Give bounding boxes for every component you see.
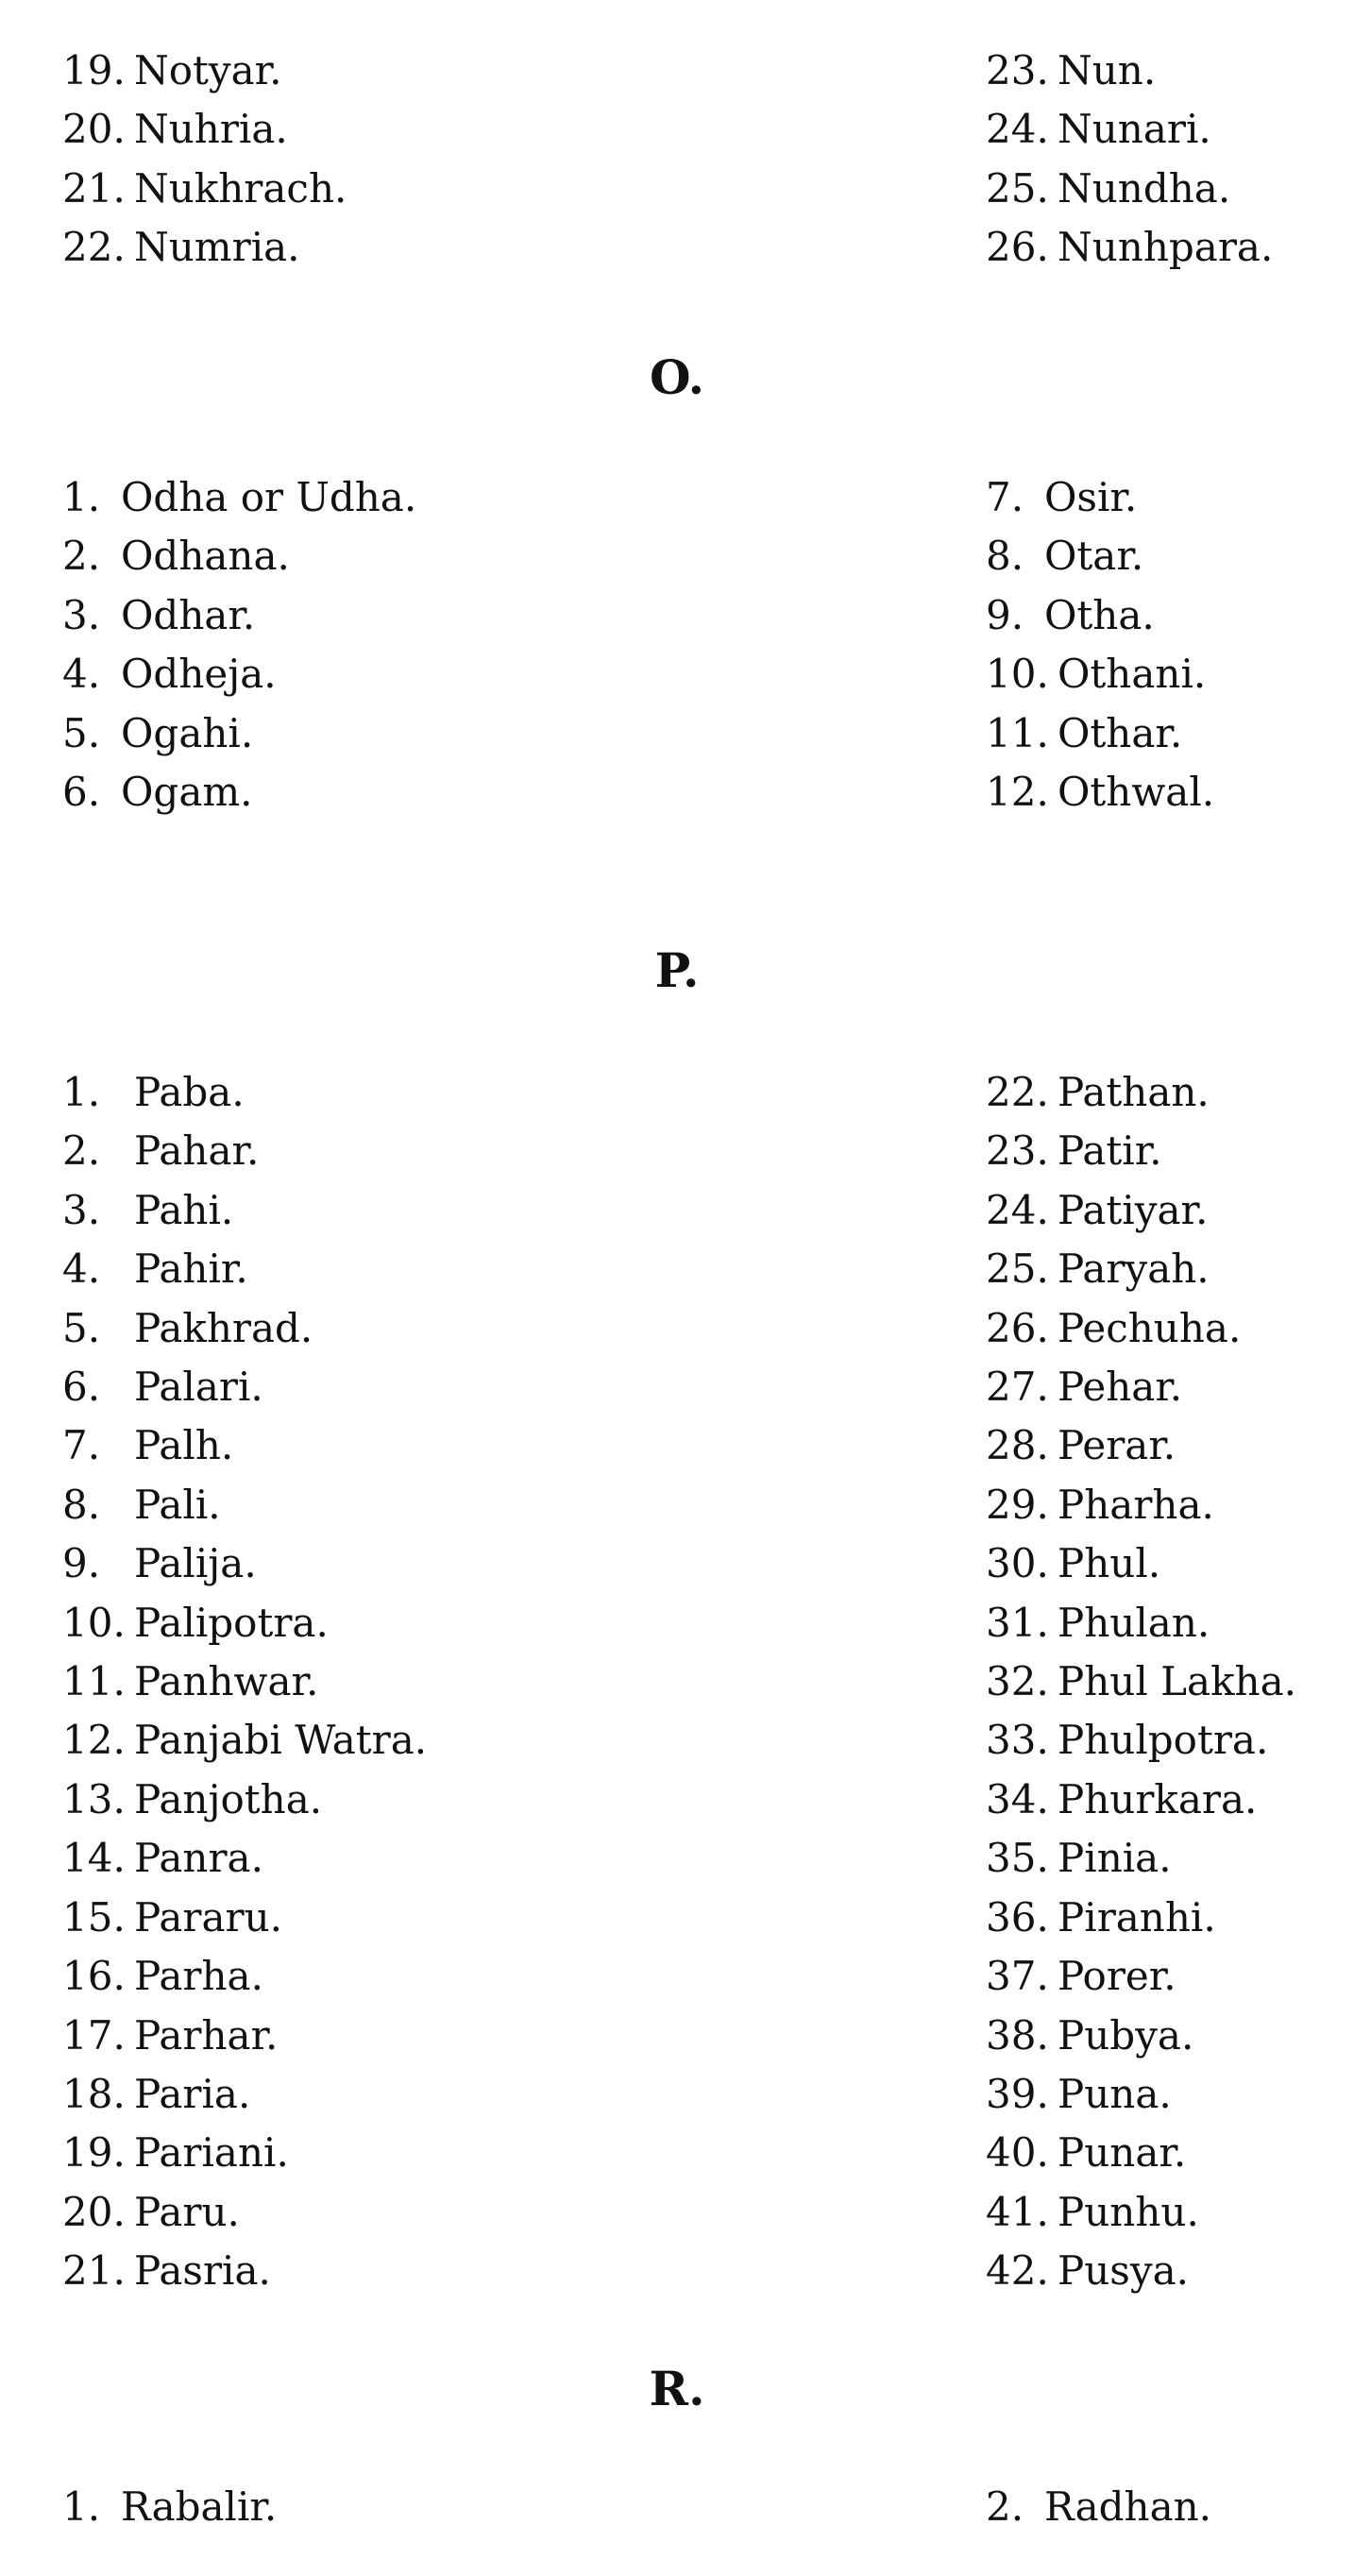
item-name: Palh. [134, 1422, 234, 1469]
right-column [986, 1063, 1296, 2301]
item-name: Nunari. [1058, 106, 1211, 153]
list-item [62, 704, 416, 763]
item-name: Palari. [134, 1364, 263, 1411]
item-number: 37. [986, 1953, 1049, 2000]
item-name: Odha or Udha. [121, 474, 417, 520]
item-number: 25. [986, 1246, 1049, 1293]
section-heading-r: R. [649, 2361, 705, 2416]
item-number: 12. [986, 769, 1049, 816]
item-number: 20. [62, 106, 126, 153]
item-name: Rabalir. [121, 2483, 278, 2530]
item-number: 38. [986, 2011, 1049, 2059]
list-item [62, 1594, 427, 1652]
item-name: Pahar. [134, 1127, 260, 1175]
item-name: Ogam. [121, 769, 253, 816]
item-name: Piranhi. [1058, 1893, 1216, 1940]
item-number: 23. [986, 47, 1049, 93]
item-number: 2. [986, 2483, 1024, 2530]
item-name: Palija. [134, 1540, 257, 1587]
item-number: 8. [62, 1481, 101, 1528]
list-item [986, 1358, 1296, 1416]
list-item [986, 160, 1273, 218]
list-item [986, 645, 1214, 703]
list-item [986, 2124, 1296, 2182]
item-number: 35. [986, 1835, 1049, 1882]
item-name: Odheja. [121, 651, 277, 698]
list-item [986, 2478, 1211, 2536]
item-number: 24. [986, 1186, 1049, 1233]
list-item [62, 1711, 427, 1770]
item-number: 7. [986, 474, 1024, 520]
item-number: 3. [62, 591, 101, 638]
list-item [62, 1122, 427, 1180]
list-item [986, 763, 1214, 822]
item-number: 10. [986, 651, 1049, 698]
item-name: Nun. [1058, 47, 1157, 93]
item-number: 9. [62, 1540, 101, 1587]
item-name: Punar. [1058, 2129, 1187, 2177]
item-number: 26. [986, 1304, 1049, 1351]
list-item [62, 1947, 427, 2006]
item-name: Osir. [1044, 474, 1138, 520]
list-item [62, 1240, 427, 1298]
list-item [62, 2065, 427, 2124]
list-item [62, 100, 347, 159]
item-name: Paba. [134, 1069, 245, 1115]
list-item [986, 1063, 1296, 1122]
item-number: 11. [62, 1658, 126, 1705]
item-name: Phulpotra. [1058, 1717, 1269, 1764]
item-name: Othar. [1058, 709, 1183, 756]
item-number: 34. [986, 1775, 1049, 1822]
item-number: 23. [986, 1127, 1049, 1175]
item-name: Pusya. [1058, 2247, 1189, 2295]
item-number: 22. [986, 1069, 1049, 1115]
list-item [62, 2478, 277, 2536]
left-column [62, 2478, 277, 2536]
item-number: 7. [62, 1422, 101, 1469]
list-item [986, 468, 1214, 527]
item-name: Othani. [1058, 651, 1207, 698]
item-number: 13. [62, 1775, 126, 1822]
item-number: 14. [62, 1835, 126, 1882]
item-name: Porer. [1058, 1953, 1176, 2000]
section-heading-p: P. [654, 942, 700, 998]
item-number: 40. [986, 2129, 1049, 2177]
item-number: 4. [62, 651, 101, 698]
item-number: 32. [986, 1658, 1049, 1705]
item-number: 31. [986, 1599, 1049, 1646]
list-item [986, 1476, 1296, 1534]
left-column [62, 1063, 427, 2301]
item-number: 6. [62, 769, 101, 816]
list-item [62, 527, 416, 585]
list-item [986, 586, 1214, 645]
list-item [62, 1829, 427, 1888]
item-number: 21. [62, 164, 126, 212]
item-number: 16. [62, 1953, 126, 2000]
list-item [986, 2242, 1296, 2300]
item-number: 11. [986, 709, 1049, 756]
item-number: 39. [986, 2070, 1049, 2117]
item-number: 12. [62, 1717, 126, 1764]
item-name: Ogahi. [121, 709, 254, 756]
item-name: Pahir. [134, 1246, 248, 1293]
item-number: 2. [62, 533, 101, 580]
item-name: Pehar. [1058, 1364, 1183, 1411]
item-number: 1. [62, 474, 101, 520]
list-item [62, 2183, 427, 2242]
list-item [62, 645, 416, 703]
item-name: Pechuha. [1058, 1304, 1242, 1351]
item-name: Paryah. [1058, 1246, 1210, 1293]
list-item [986, 1652, 1296, 1711]
item-number: 22. [62, 224, 126, 271]
list-item [62, 218, 347, 277]
item-number: 9. [986, 591, 1024, 638]
list-item [986, 1711, 1296, 1770]
list-item [62, 1652, 427, 1711]
item-number: 5. [62, 1304, 101, 1351]
item-number: 17. [62, 2011, 126, 2059]
item-number: 21. [62, 2247, 126, 2295]
list-item [986, 218, 1273, 277]
list-item [986, 2007, 1296, 2065]
item-name: Perar. [1058, 1422, 1176, 1469]
item-name: Panra. [134, 1835, 263, 1882]
list-item [62, 1889, 427, 1947]
item-name: Nunhpara. [1058, 224, 1274, 271]
list-item [62, 2124, 427, 2182]
item-name: Panjabi Watra. [134, 1717, 428, 1764]
list-item [62, 2007, 427, 2065]
list-item [986, 1594, 1296, 1652]
item-name: Notyar. [134, 47, 282, 93]
list-item [986, 1240, 1296, 1298]
item-name: Phul Lakha. [1058, 1658, 1296, 1705]
item-name: Nundha. [1058, 164, 1231, 212]
right-column [986, 2478, 1211, 2536]
item-name: Phurkara. [1058, 1775, 1258, 1822]
item-name: Pararu. [134, 1893, 283, 1940]
list-item [986, 1299, 1296, 1358]
item-name: Paru. [134, 2188, 240, 2235]
list-item [62, 1476, 427, 1534]
item-name: Pali. [134, 1481, 221, 1528]
list-item [986, 1829, 1296, 1888]
list-item [62, 586, 416, 645]
list-item [986, 42, 1273, 100]
left-column [62, 42, 347, 278]
item-name: Pubya. [1058, 2011, 1194, 2059]
list-item [986, 1122, 1296, 1180]
left-column [62, 468, 416, 822]
list-item [62, 1416, 427, 1475]
item-number: 18. [62, 2070, 126, 2117]
list-item [62, 160, 347, 218]
item-name: Pasria. [134, 2247, 271, 2295]
item-number: 8. [986, 533, 1024, 580]
item-number: 28. [986, 1422, 1049, 1469]
item-number: 41. [986, 2188, 1049, 2235]
list-item [986, 1181, 1296, 1240]
item-name: Puna. [1058, 2070, 1172, 2117]
item-number: 20. [62, 2188, 126, 2235]
item-number: 19. [62, 2129, 126, 2177]
right-column [986, 468, 1214, 822]
item-number: 36. [986, 1893, 1049, 1940]
list-item [986, 527, 1214, 585]
item-name: Patir. [1058, 1127, 1162, 1175]
list-item [62, 42, 347, 100]
item-number: 2. [62, 1127, 101, 1175]
item-name: Palipotra. [134, 1599, 329, 1646]
item-number: 6. [62, 1364, 101, 1411]
item-number: 27. [986, 1364, 1049, 1411]
item-number: 24. [986, 106, 1049, 153]
item-name: Radhan. [1044, 2483, 1212, 2530]
list-item [986, 1947, 1296, 2006]
section-heading-o: O. [649, 349, 705, 405]
list-item [62, 763, 416, 822]
list-item [986, 1889, 1296, 1947]
item-name: Pharha. [1058, 1481, 1214, 1528]
item-name: Panhwar. [134, 1658, 319, 1705]
item-name: Nukhrach. [134, 164, 347, 212]
item-name: Pathan. [1058, 1069, 1210, 1115]
item-number: 5. [62, 709, 101, 756]
list-item [986, 2065, 1296, 2124]
item-name: Patiyar. [1058, 1186, 1209, 1233]
item-name: Panjotha. [134, 1775, 323, 1822]
item-number: 42. [986, 2247, 1049, 2295]
list-item [62, 1358, 427, 1416]
list-item [62, 2242, 427, 2300]
list-item [62, 1299, 427, 1358]
item-number: 1. [62, 2483, 101, 2530]
item-name: Phul. [1058, 1540, 1161, 1587]
item-name: Pahi. [134, 1186, 234, 1233]
item-number: 1. [62, 1069, 101, 1115]
item-name: Punhu. [1058, 2188, 1199, 2235]
list-item [62, 1063, 427, 1122]
item-name: Odhana. [121, 533, 290, 580]
list-item [986, 704, 1214, 763]
item-number: 10. [62, 1599, 126, 1646]
list-item [986, 1416, 1296, 1475]
item-name: Nuhria. [134, 106, 288, 153]
item-number: 15. [62, 1893, 126, 1940]
item-name: Numria. [134, 224, 300, 271]
list-item [986, 100, 1273, 159]
item-name: Pinia. [1058, 1835, 1172, 1882]
item-number: 30. [986, 1540, 1049, 1587]
item-number: 25. [986, 164, 1049, 212]
item-number: 4. [62, 1246, 101, 1293]
list-item [62, 1534, 427, 1593]
item-name: Phulan. [1058, 1599, 1210, 1646]
item-name: Parhar. [134, 2011, 279, 2059]
item-number: 26. [986, 224, 1049, 271]
item-name: Paria. [134, 2070, 251, 2117]
list-item [986, 1534, 1296, 1593]
list-item [62, 468, 416, 527]
item-name: Otar. [1044, 533, 1144, 580]
item-number: 19. [62, 47, 126, 93]
item-number: 29. [986, 1481, 1049, 1528]
item-name: Odhar. [121, 591, 256, 638]
list-item [986, 1771, 1296, 1829]
item-name: Othwal. [1058, 769, 1215, 816]
list-item [986, 2183, 1296, 2242]
item-name: Otha. [1044, 591, 1155, 638]
item-name: Parha. [134, 1953, 263, 2000]
right-column [986, 42, 1273, 278]
list-item [62, 1771, 427, 1829]
item-number: 33. [986, 1717, 1049, 1764]
item-name: Pakhrad. [134, 1304, 313, 1351]
item-name: Pariani. [134, 2129, 289, 2177]
list-item [62, 1181, 427, 1240]
item-number: 3. [62, 1186, 101, 1233]
